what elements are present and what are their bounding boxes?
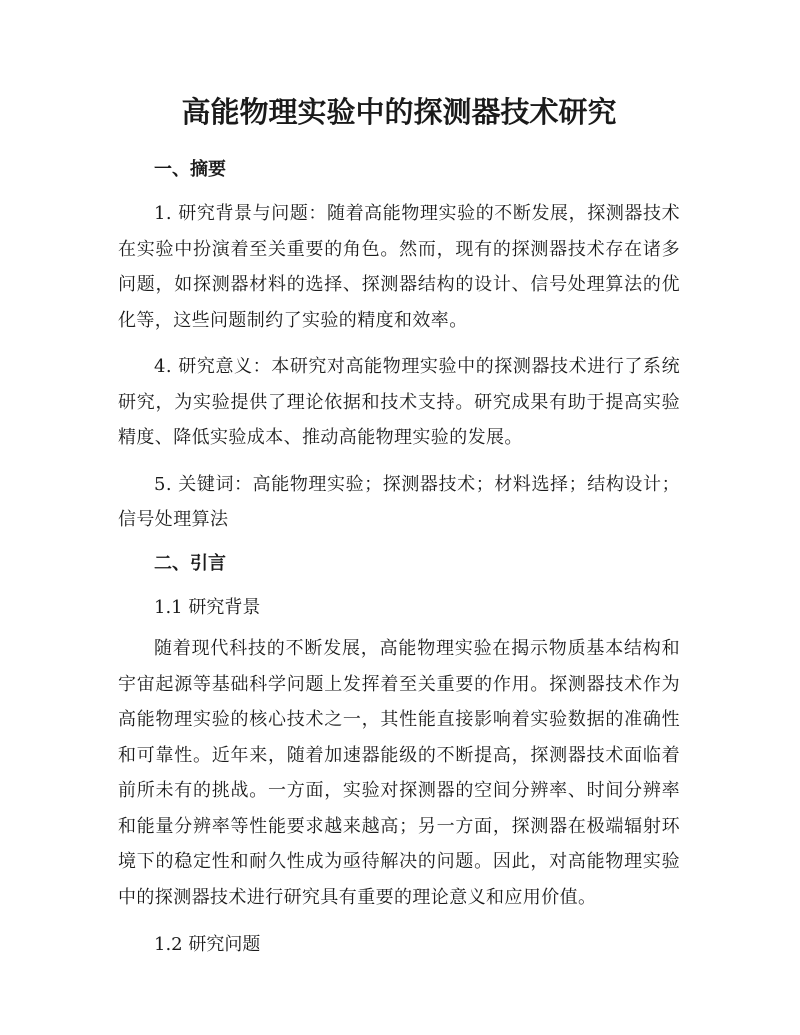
intro-paragraph-1: 随着现代科技的不断发展，高能物理实验在揭示物质基本结构和宇宙起源等基础科学问题上发挥着至关重要的作用。探测器技术作为高能物理实验的核心技术之一，其性能直接影响着实验数据的准确性和可靠性。近年来，随着加速器能级的不断提高，探测器技术面临着前所未有的挑战。一方面，实验对探测器的空间分辨率、时间分辨率和能量分辨率等性能要求越来越高；另一方面，探测器在极端辐射环境下的稳定性和耐久性成为亟待解决的问题。因此，对高能物理实验中的探测器技术进行研究具有重要的理论意义和应用价值。 (118, 638, 680, 908)
abstract-heading: 一、摘要 (154, 159, 226, 180)
abstract-paragraph-3: 5. 关键词：高能物理实验；探测器技术；材料选择；结构设计；信号处理算法 (118, 473, 680, 530)
intro-subheading-background: 1.1 研究背景 (154, 596, 261, 618)
intro-subheading-questions: 1.2 研究问题 (154, 934, 261, 955)
document-title: 高能物理实验中的探测器技术研究 (181, 95, 617, 129)
abstract-paragraph-2: 4. 研究意义：本研究对高能物理实验中的探测器技术进行了系统研究，为实验提供了理论依据和技术支持。研究成果有助于提高实验精度、降低实验成本、推动高能物理实验的发展。 (118, 356, 680, 448)
abstract-paragraph-1: 1. 研究背景与问题：随着高能物理实验的不断发展，探测器技术在实验中扮演着至关重要的角色。然而，现有的探测器技术存在诸多问题，如探测器材料的选择、探测器结构的设计、信号处理算法的优化等，这些问题制约了实验的精度和效率。 (118, 203, 680, 331)
intro-heading: 二、引言 (154, 552, 226, 574)
document-page (118, 90, 680, 963)
